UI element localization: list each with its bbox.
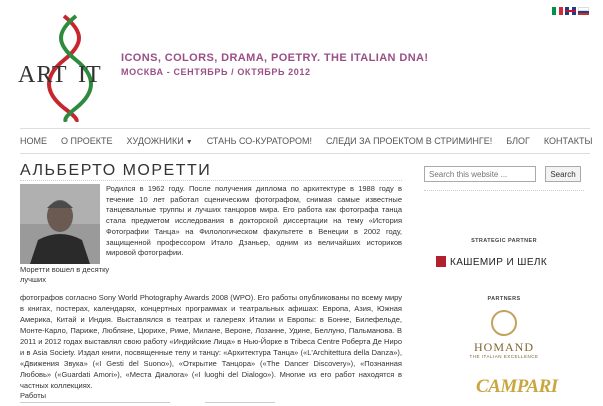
- photo-caption: Моретти вошел в десятку лучших: [20, 265, 110, 284]
- kashemir-mark-icon: [436, 256, 446, 267]
- title-divider: [20, 180, 402, 181]
- works-heading: Работы: [20, 391, 47, 400]
- divider: [205, 402, 275, 404]
- partner-campari-logo[interactable]: CAMPARI: [476, 376, 558, 397]
- ru-flag-icon[interactable]: [578, 7, 589, 15]
- nav-artists-label: ХУДОЖНИКИ: [126, 136, 184, 146]
- nav-contacts[interactable]: КОНТАКТЫ: [543, 136, 593, 146]
- site-logo[interactable]: [18, 14, 110, 122]
- artist-photo: [20, 184, 100, 264]
- nav-home[interactable]: HOME: [20, 136, 47, 146]
- artist-bio-intro: Родился в 1962 году. После получения диплома по архитектуре в 1988 году в течение 10 лет работал сценическим фотографом, снимая самые известные танцевальные труппы и лучших танцоров мира. Его работа как фотографа танца стала предметом исследования в докторской диссертации на тему «История Фотографии Танца» на Филологическом факультете в Венеции в 2002 году, защищенной профессором Итало Дзаньер, одним из величайших историков мировой фотографии.: [106, 184, 402, 258]
- strategic-partner-logo[interactable]: [436, 256, 547, 268]
- strategic-partner-name: КАШЕМИР И ШЕЛК: [450, 257, 548, 268]
- partner-homand-name[interactable]: HOMAND: [474, 340, 534, 354]
- artist-bio-continued: фотографов согласно Sony World Photography Awards 2008 (WPO). Его работы опубликованы по всему миру в книгах, постерах, календарях, концертных программах и театральных афишах: Европа, Азия, Южная Америка, Китай и Индия. Выставлялся в театрах и галереях Италии и Европы: в Бонне, Билефельде, Монте-Карло, Париже, Любляне, Цюрихе, Риме, Милане, Вероне, Лозанне, Удине, Беллуно, Пальманова. В 2011 и 2012 годах выставлял свою работу «Индийские Лица» в Нью-Йорке в Tribeca Centre Роберта Де Ниро и в Asia Society. Издал книги, посвященные телу и танцу: «Архитектура Танца» («L'Architettura della Danza»), «Движения Звука» («I Gesti del Suono»), «Открытие Танцора» («The Dancer Discovery»), «Познанная Любовь» («Guardati Amori»), «Места Диалога» («I luoghi del Dialogo»). Многие из его работ находятся в частных коллекциях.: [20, 293, 402, 390]
- divider: [20, 402, 170, 404]
- language-switcher: [552, 7, 589, 15]
- portrait-image: [20, 184, 100, 264]
- nav-blog[interactable]: БЛОГ: [506, 136, 530, 146]
- partners-label: PARTNERS: [487, 296, 521, 302]
- nav-cocurator[interactable]: СТАНЬ СО-КУРАТОРОМ!: [206, 136, 312, 146]
- nav-artists[interactable]: [127, 136, 193, 146]
- sidebar-divider: [424, 190, 584, 191]
- logo-art-text: ART: [18, 62, 68, 88]
- strategic-partner-label: STRATEGIC PARTNER: [471, 238, 537, 244]
- nav-streaming[interactable]: СЛЕДИ ЗА ПРОЕКТОМ В СТРИМИНГЕ!: [325, 136, 493, 146]
- search-input[interactable]: [424, 166, 536, 182]
- tagline-dates: МОСКВА - СЕНТЯБРЬ / ОКТЯБРЬ 2012: [121, 67, 311, 77]
- search-button[interactable]: Search: [545, 166, 581, 182]
- nav-about[interactable]: О ПРОЕКТЕ: [61, 136, 113, 146]
- it-flag-icon[interactable]: [552, 7, 563, 15]
- partner-homand-subtitle: THE ITALIAN EXCELLENCE: [469, 354, 539, 359]
- logo-it-text: IT: [78, 62, 101, 88]
- homand-crest-icon[interactable]: [491, 310, 517, 336]
- chevron-down-icon: ▼: [185, 139, 193, 146]
- site-tagline: [121, 52, 428, 77]
- main-navigation: [20, 128, 593, 154]
- uk-flag-icon[interactable]: [565, 7, 576, 15]
- page-title: АЛЬБЕРТО МОРЕТТИ: [20, 162, 212, 179]
- tagline-main: ICONS, COLORS, DRAMA, POETRY. THE ITALIAN DNA!: [121, 52, 429, 64]
